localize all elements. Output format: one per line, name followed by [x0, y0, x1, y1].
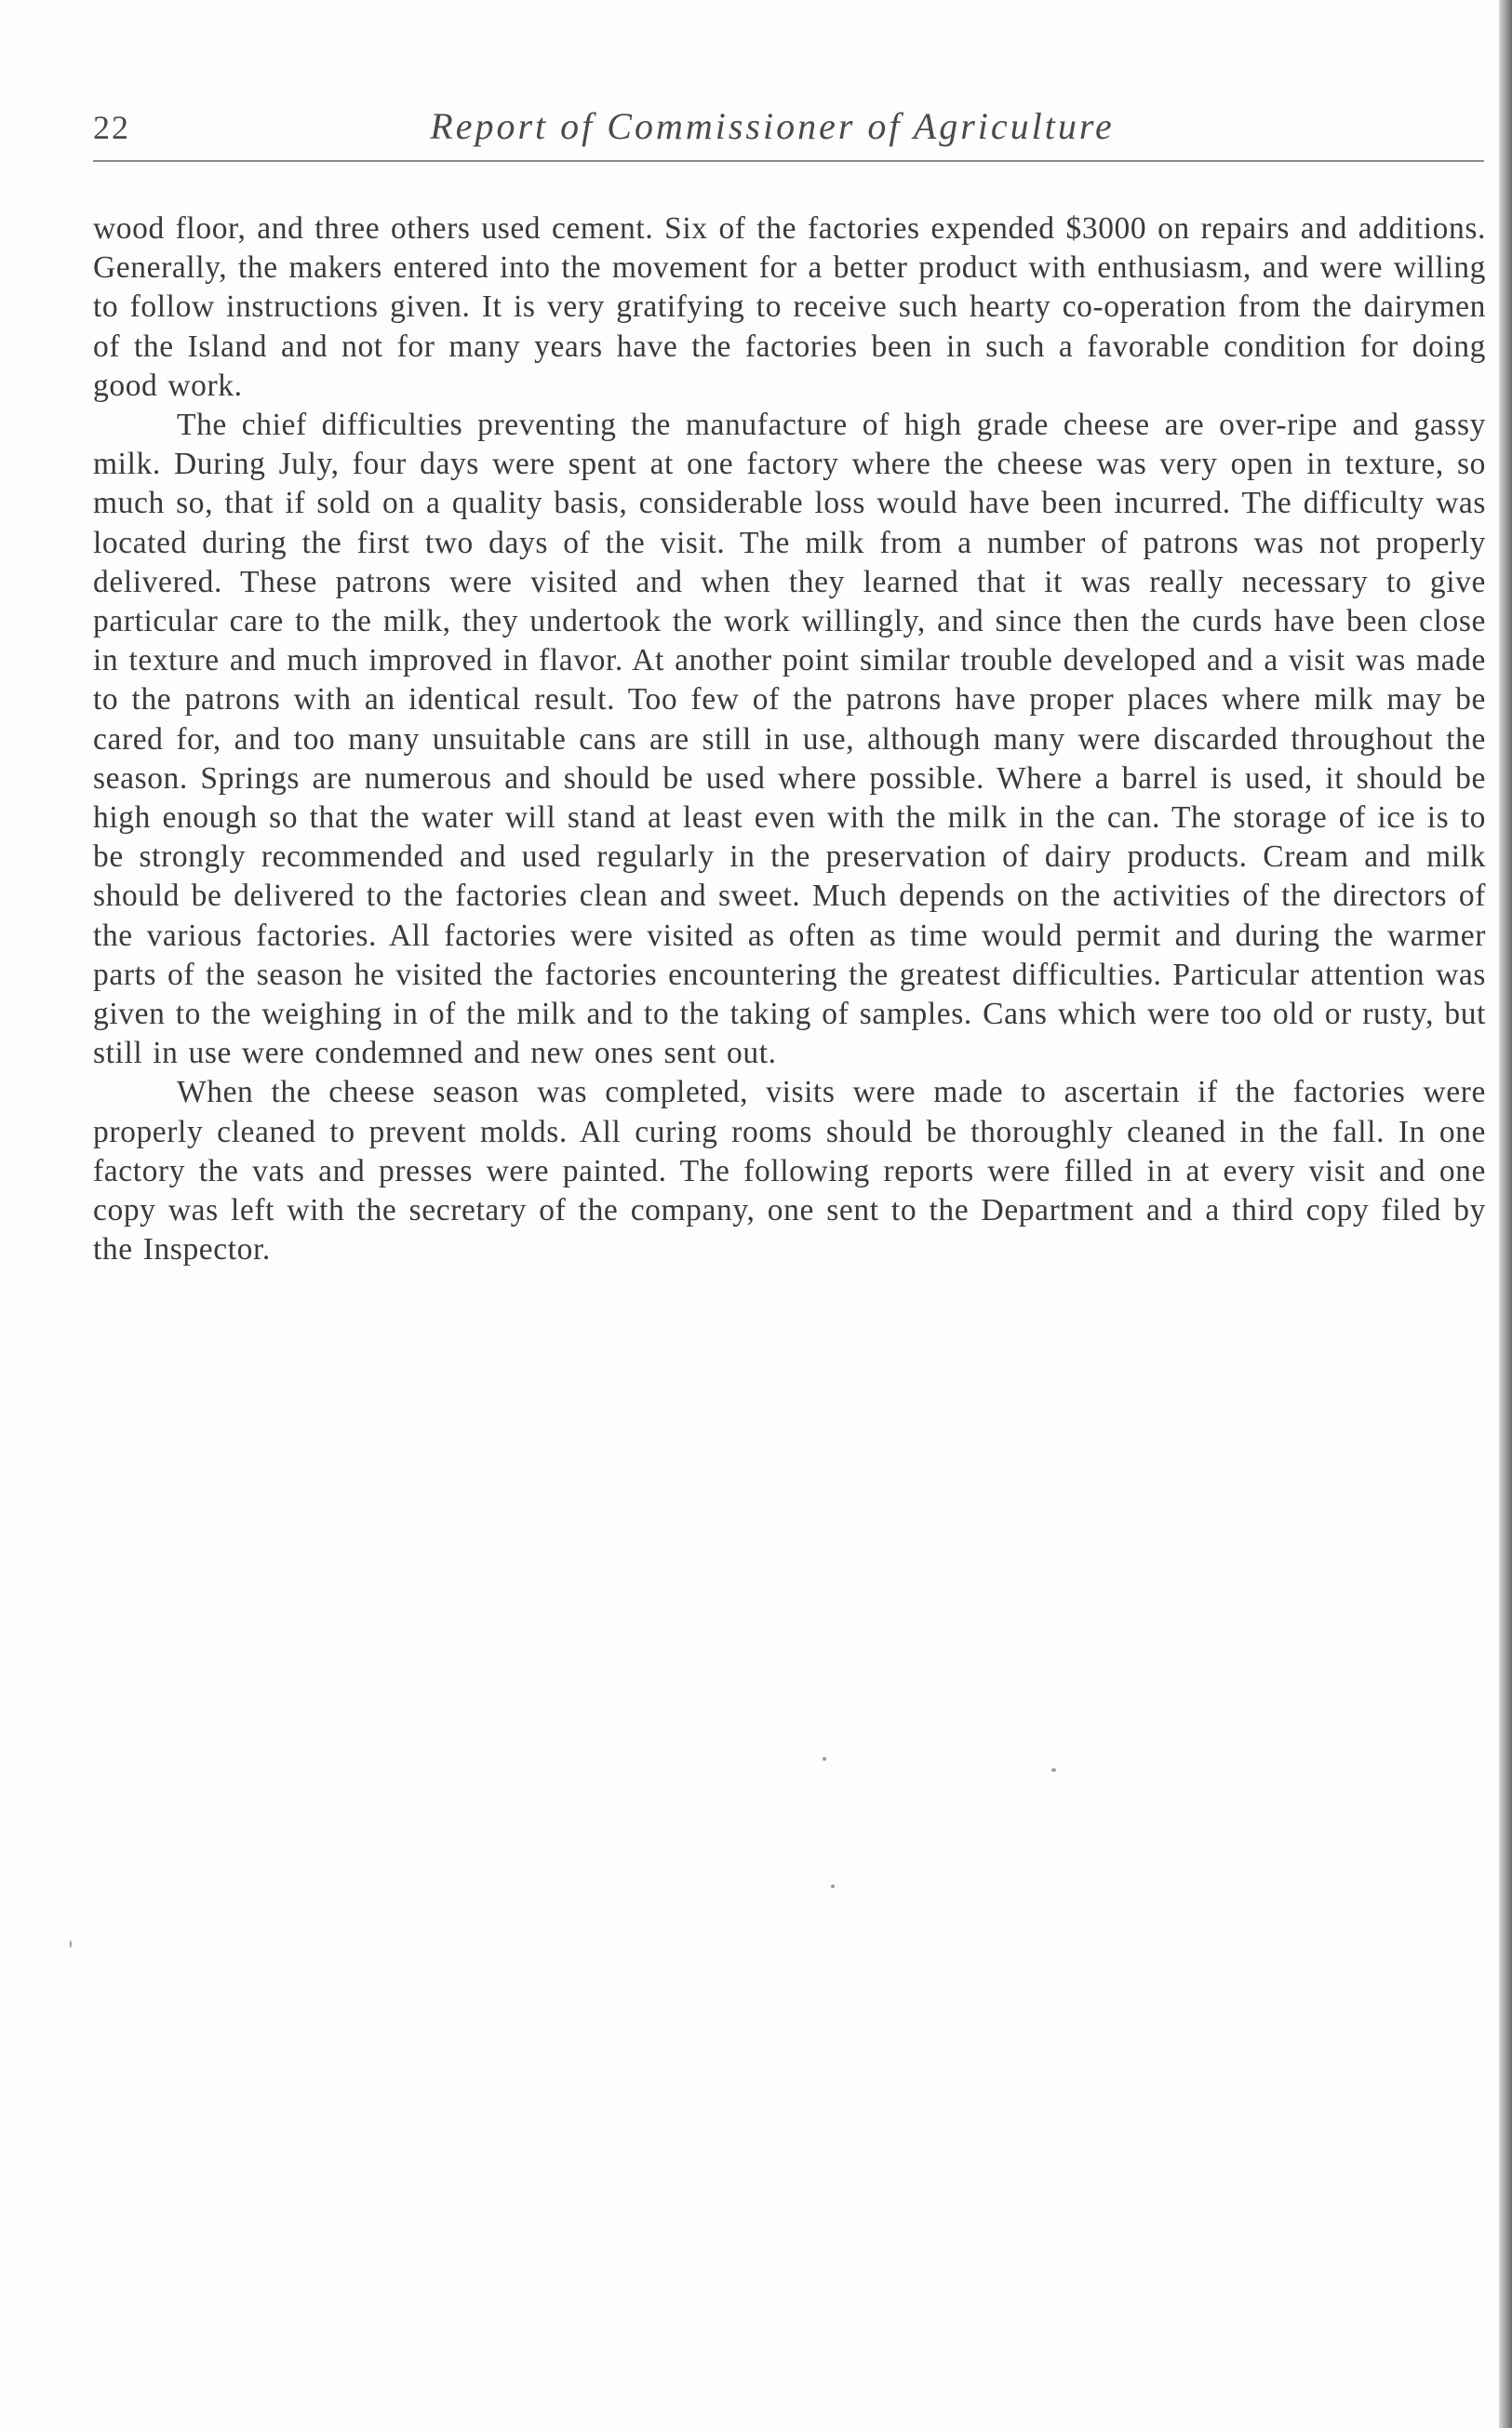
print-speck [823, 1757, 826, 1761]
header-rule [93, 160, 1484, 162]
print-speck [831, 1885, 835, 1888]
paragraph-continued: wood floor, and three others used cement. Six of the factories expended $3000 on repairs and additions. Generally, the makers entered into the movement for a better product with enthusiasm, and were willing to follow instructions given. It is very gratifying to receive such hearty co-operation from the dairymen of the Island and not for many years have the factories been in such a favorable condition for doing good work. [93, 211, 1486, 403]
paragraph-difficulties: The chief difficulties preventing the manufacture of high grade cheese are over-ripe and gassy milk. During July, four days were spent at one factory where the cheese was very open in texture, so much so, that if sold on a quality basis, considerable loss would have been incurred. The difficulty was located during the first two days of the visit. The milk from a number of patrons was not properly delivered. These patrons were visited and when they learned that it was really necessary to give particular care to the milk, they undertook the work willingly, and since then the curds have been close in texture and much improved in flavor. At another point similar trouble developed and a visit was made to the patrons with an identical result. Too few of the patrons have proper places where milk may be cared for, and too many unsuitable cans are still in use, although many were discarded throughout the season. Springs are numerous and should be used where possible. Where a barrel is used, it should be high enough so that the water will stand at least even with the milk in the can. The storage of ice is to be strongly recommended and used regularly in the preservation of dairy products. Cream and milk should be delivered to the factories clean and sweet. Much depends on the activities of the directors of the various factories. All factories were visited as often as time would permit and during the warmer parts of the season he visited the factories encountering the greatest difficulties. Particular attention was given to the weighing in of the milk and to the taking of samples. Cans which were too old or rusty, but still in use were condemned and new ones sent out. [93, 408, 1486, 1071]
page-edge-shadow [1499, 0, 1512, 2428]
print-speck [70, 1940, 72, 1948]
page-header [93, 104, 1484, 160]
body-text [93, 209, 1486, 1269]
print-speck [1051, 1768, 1056, 1772]
paragraph-season-end: When the cheese season was completed, visits were made to ascertain if the factories were properly cleaned to prevent molds. All curing rooms should be thoroughly cleaned in the fall. In one factory the vats and presses were painted. The following reports were filled in at every visit and one copy was left with the secretary of the company, one sent to the Department and a third copy filed by the Inspector. [93, 1075, 1486, 1268]
page-number: 22 [93, 109, 130, 146]
running-title: Report of Commissioner of Agriculture [430, 105, 1115, 147]
